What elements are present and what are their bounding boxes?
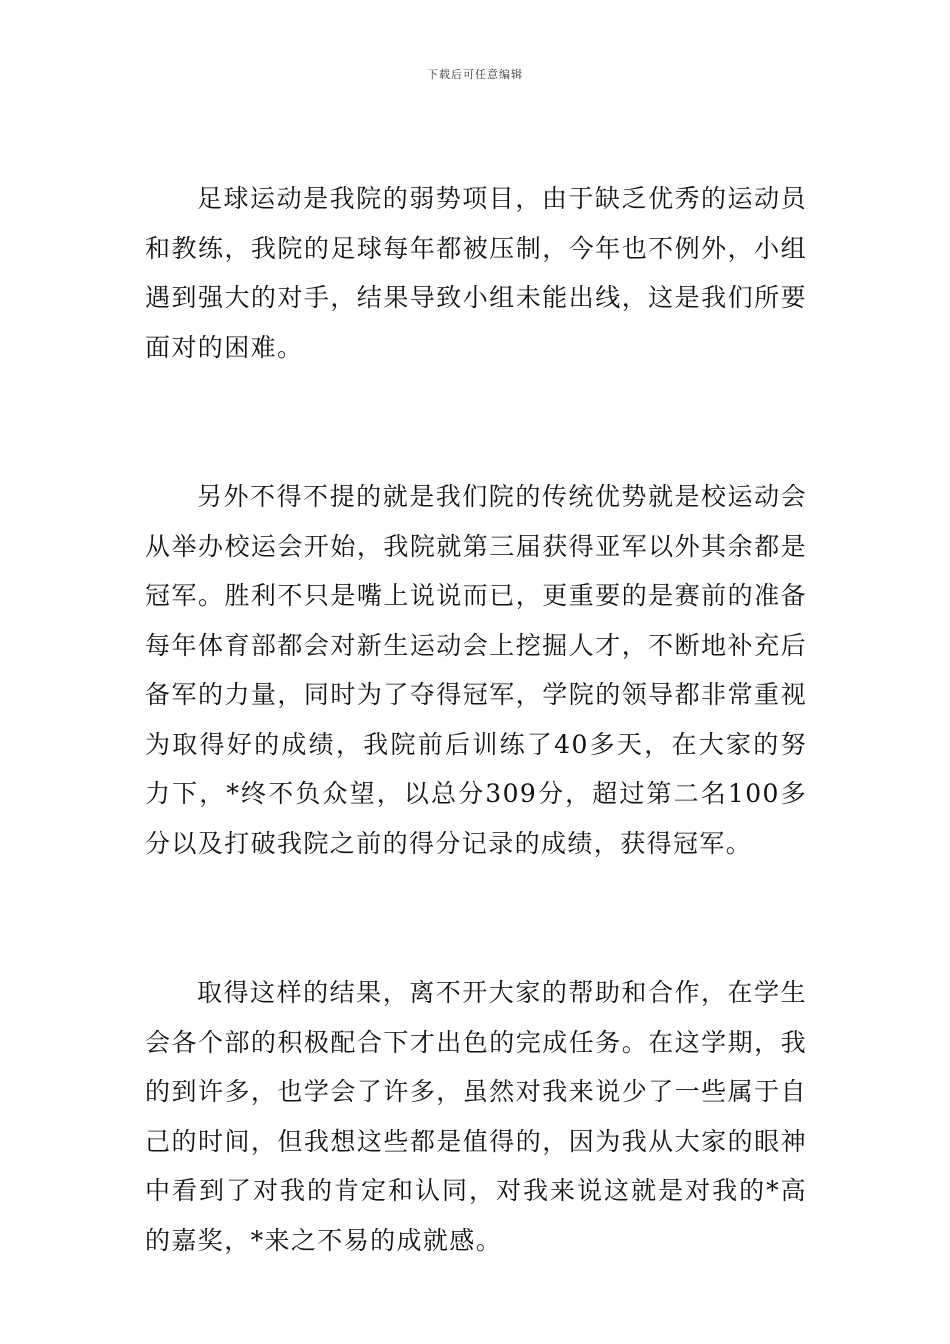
paragraph-achievement: 取得这样的结果，离不开大家的帮助和合作，在学生会各个部的积极配合下才出色的完成任务。在这学期，我的到许多，也学会了许多，虽然对我来说少了一些属于自己的时间，但我想这些都是值得的，因为我从大家的眼神中看到了对我的肯定和认同，对我来说这就是对我的*高的嘉奖，*来之不易的成就感。 (145, 978, 807, 1255)
document-body (145, 174, 807, 1265)
paragraph-sports-meet: 另外不得不提的就是我们院的传统优势就是校运动会从举办校运会开始，我院就第三届获得亚军以外其余都是冠军。胜利不只是嘴上说说而已，更重要的是赛前的准备每年体育部都会对新生运动会上挖掘人才，不断地补充后备军的力量，同时为了夺得冠军，学院的领导都非常重视为取得好的成绩，我院前后训练了40多天，在大家的努力下，*终不负众望，以总分309分，超过第二名100多分以及打破我院之前的得分记录的成绩，获得冠军。 (145, 482, 807, 858)
page-header-note: 下载后可任意编辑 (427, 68, 523, 81)
paragraph-football: 足球运动是我院的弱势项目，由于缺乏优秀的运动员和教练，我院的足球每年都被压制，今年也不例外，小组遇到强大的对手，结果导致小组未能出线，这是我们所要面对的困难。 (145, 184, 807, 362)
